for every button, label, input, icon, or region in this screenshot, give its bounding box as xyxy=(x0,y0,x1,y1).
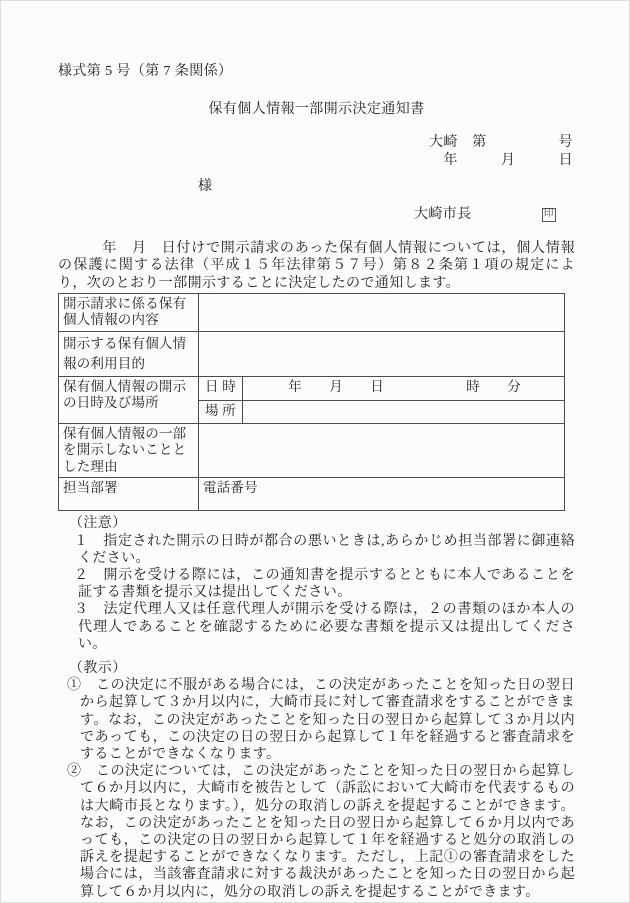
note-item-3: ３ 法定代理人又は任意代理人が開示を受ける際は，２の書類のほか本人の代理人であることを確認するために必要な書類を提示又は提出してください。 xyxy=(74,602,575,652)
row-value-usage-purpose xyxy=(199,331,565,376)
document-title: 保有個人情報一部開示決定通知書 xyxy=(208,102,425,118)
row-value-request-content xyxy=(199,293,565,331)
notes-section xyxy=(58,515,575,653)
notes-heading: （注意） xyxy=(69,516,127,532)
table-row-nondisclosure-reason xyxy=(59,423,565,478)
instruction-item-1: ① この決定に不服がある場合には，この決定があったことを知った日の翌日から起算して３か月以内に，大崎市長に対して審査請求をすることができます。なお，この決定があったことを知った日の翌日から起算して３か月以内であっても，この決定の日の翌日から起算して１年を経過すると審査請求をすることができなくなります。 xyxy=(67,678,575,762)
note-item-1: １ 指定された開示の日時が都合の悪いときは,あらかじめ担当部署に御連絡ください。 xyxy=(74,533,575,566)
row-value-nondisclosure-reason xyxy=(199,423,565,478)
row-value-phone-label: 電話番号 xyxy=(199,478,565,511)
issuer-name: 大崎市長 xyxy=(414,207,472,223)
document-number-line: 大崎 第 号 xyxy=(429,135,573,151)
recipient-honorific: 様 xyxy=(198,178,213,194)
instructions-heading: （教示） xyxy=(69,660,127,676)
sub-label-datetime: 日 時 xyxy=(199,376,243,400)
instructions-section xyxy=(58,660,575,901)
document-number-block xyxy=(58,134,575,168)
sub-label-place: 場 所 xyxy=(199,400,243,423)
notice-table xyxy=(58,293,565,512)
table-row-department xyxy=(59,478,565,511)
seal-icon: 印 xyxy=(542,208,556,222)
note-item-2: ２ 開示を受ける際には，この通知書を提示するとともに本人であることを証する書類を提示又は提出してください。 xyxy=(74,567,575,601)
table-row-usage-purpose xyxy=(59,331,565,376)
body-paragraph: 年 月 日付けで開示請求のあった保有個人情報については，個人情報の保護に関する法律（平成１５年法律第５７号）第８２条第１項の規定により，次のとおり一部開示することに決定したので通知します。 xyxy=(58,241,575,291)
row-label-department: 担当部署 xyxy=(59,478,199,511)
table-row-request-content xyxy=(59,293,565,331)
row-label-usage-purpose: 開示する保有個人情報の利用目的 xyxy=(59,331,199,376)
form-number: 様式第 5 号（第 7 条関係） xyxy=(58,64,233,79)
row-label-nondisclosure-reason: 保有個人情報の一部を開示しないこととした理由 xyxy=(59,423,199,478)
issue-date-line: 年 月 日 xyxy=(443,152,573,168)
sub-value-datetime: 年 月 日 時 分 xyxy=(243,376,565,400)
table-row-disclosure-datetime xyxy=(59,376,565,400)
issuer-row xyxy=(58,206,575,223)
row-label-request-content: 開示請求に係る保有個人情報の内容 xyxy=(59,293,199,331)
row-label-disclosure-datetime-place: 保有個人情報の開示の日時及び場所 xyxy=(59,376,199,423)
sub-value-place xyxy=(243,400,565,423)
instruction-item-2: ② この決定については，この決定があったことを知った日の翌日から起算して６か月以内に，大崎市を被告として（訴訟において大崎市を代表するものは大崎市長となります。），処分の取消しの訴えを提起することができます。なお，この決定があったことを知った日の翌日から起算して６か月以内であっても，この決定の日の翌日から起算して１年を経過すると処分の取消しの訴えを提起することができなくなります。ただし，上記①の審査請求をした場合には，当該審査請求に対する裁決があったことを知った日の翌日から起算して６か月以内に，処分の取消しの訴えを提起することができます。 xyxy=(67,764,575,900)
